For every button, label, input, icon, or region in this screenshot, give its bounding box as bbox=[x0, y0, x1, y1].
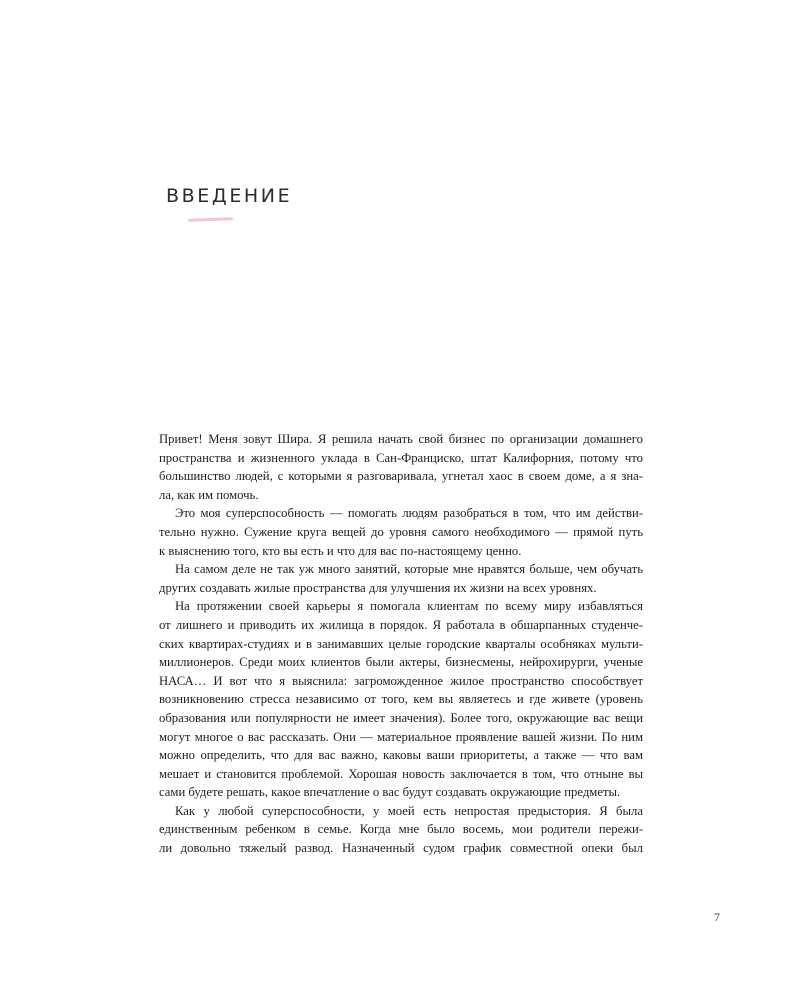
text-line: к выяснению того, кто вы есть и что для вас по-настоящему ценно. bbox=[159, 543, 522, 558]
chapter-title: ВВЕДЕНИЕ bbox=[166, 185, 293, 207]
text-line: пространства и жизненного уклада в Сан-Франциско, штат Калифорния, потому что bbox=[159, 450, 643, 465]
title-underline-decoration bbox=[188, 217, 233, 222]
text-line: миллионеров. Среди моих клиентов были актеры, бизнесмены, нейрохирурги, ученые bbox=[159, 655, 643, 670]
text-line: возникновению стресса независимо от того, кем вы являетесь и где живете (уровень bbox=[159, 692, 643, 707]
text-line: образования или популярности не имеет значения). Более того, окружающие вас вещи bbox=[159, 710, 643, 725]
text-line: тельно нужно. Сужение круга вещей до уровня самого необходимого — прямой путь bbox=[159, 524, 643, 539]
text-line: сами будете решать, какое впечатление о вас будут создавать окружающие предметы. bbox=[159, 785, 621, 800]
text-line: большинство людей, с которыми я разговаривала, угнетал хаос в своем доме, а я зна- bbox=[159, 469, 643, 484]
text-line: можно определить, что для вас важно, каковы ваши приоритеты, а также — что вам bbox=[159, 748, 643, 763]
text-line: На самом деле не так уж много занятий, которые мне нравятся больше, чем обучать bbox=[175, 562, 643, 577]
text-line: Это моя суперспособность — помогать людям разобраться в том, что им действи- bbox=[175, 506, 643, 521]
text-line: ских квартирах-студиях и в занимавших целые городские кварталы особняках мульти- bbox=[159, 636, 643, 651]
body-text bbox=[159, 430, 643, 858]
text-line: могут многое о вас рассказать. Они — материальное проявление вашей жизни. По ним bbox=[159, 729, 643, 744]
text-line: Как у любой суперспособности, у моей есть непростая предыстория. Я была bbox=[175, 803, 643, 818]
text-line: мешает и становится проблемой. Хорошая новость заключается в том, что отныне вы bbox=[159, 766, 643, 781]
text-line: Привет! Меня зовут Шира. Я решила начать свой бизнес по организации домашнего bbox=[159, 432, 643, 446]
text-line: единственным ребенком в семье. Когда мне было восемь, мои родители пережи- bbox=[159, 822, 643, 837]
text-line: ла, как им помочь. bbox=[159, 487, 259, 502]
page-number: 7 bbox=[714, 910, 720, 924]
text-line: НАСА… И вот что я выяснила: загроможденное жилое пространство способствует bbox=[159, 673, 643, 688]
text-line: от лишнего и приводить их жилища в порядок. Я работала в обшарпанных студенче- bbox=[159, 617, 643, 632]
text-line: ли довольно тяжелый развод. Назначенный судом график совместной опеки был bbox=[159, 841, 643, 856]
text-line: других создавать жилые пространства для улучшения их жизни на всех уровнях. bbox=[159, 580, 597, 595]
text-line: На протяжении своей карьеры я помогала клиентам по всему миру избавляться bbox=[175, 599, 643, 614]
